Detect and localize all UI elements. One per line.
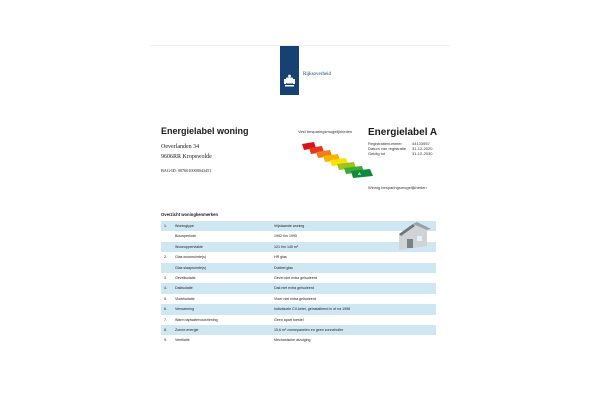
house-icon: [395, 220, 435, 252]
page-title: Energielabel woning: [161, 126, 249, 136]
table-row: [161, 325, 436, 335]
current-class-letter: A: [358, 171, 361, 176]
rijksoverheid-logo: [280, 46, 299, 95]
row-number: 2.: [164, 255, 167, 260]
reg-label-1: Registratienummer: [368, 141, 402, 146]
reg-label-3: Geldig tot: [368, 151, 386, 156]
row-number: 1.: [164, 224, 167, 228]
table-row: [161, 263, 436, 273]
table-row: [161, 315, 436, 325]
row-value: 121 t/m 140 m²: [274, 244, 299, 249]
energy-label-title: Energielabel A: [368, 127, 438, 138]
row-value: Vrijstaande woning: [274, 224, 305, 228]
row-value: Mechanische afzuiging: [274, 338, 311, 343]
row-label: Glas slaapruimte(s): [175, 265, 207, 270]
document-page: [150, 40, 450, 370]
energy-scale-arrows: [300, 138, 375, 180]
row-value: HR glas: [274, 255, 287, 260]
address-postcode-city: 9606RR Kropswolde: [161, 154, 212, 160]
section-title: Overzicht woningkenmerken: [161, 212, 219, 217]
table-row: [161, 283, 436, 293]
row-number: 4.: [164, 286, 167, 291]
reg-value-2: 31-12-2020: [412, 146, 433, 151]
bottom-caption: Weinig besparingsmogelijkheden: [368, 185, 427, 190]
row-label: Ventilatie: [175, 338, 190, 343]
row-value: Dak niet extra geïsoleerd: [274, 286, 314, 291]
row-label: Warm tapwatervoorziening: [175, 317, 218, 322]
logo-text: Rijksoverheid: [303, 72, 332, 77]
row-value: Vloer niet extra geïsoleerd: [274, 296, 316, 301]
top-divider: [150, 45, 450, 46]
top-caption: Veel besparingsmogelijkheden: [298, 129, 353, 134]
row-value: 1992 t/m 1995: [274, 234, 297, 239]
row-value: Dubbel glas: [274, 265, 293, 270]
table-row: [161, 304, 436, 314]
row-number: 3.: [164, 275, 167, 280]
row-label: Woonoppervlakte: [175, 244, 203, 249]
row-label: Verwarming: [175, 307, 194, 312]
row-label: Woningtype: [175, 224, 194, 228]
bag-id: BAG-ID: 0076010000043451: [161, 168, 212, 173]
row-label: Bouwperiode: [175, 234, 196, 239]
row-number: 8.: [164, 327, 167, 332]
row-value: 15,6 m² zonnepanelen en geen zonneboiler: [274, 327, 344, 332]
row-label: Zonne-energie: [175, 327, 199, 332]
reg-value-1: 44133957: [412, 141, 430, 146]
reg-label-2: Datum van registratie: [368, 146, 407, 151]
row-number: 9.: [164, 338, 167, 343]
row-number: 7.: [164, 317, 167, 322]
table-row: [161, 335, 436, 345]
row-label: Glas woonruimte(s): [175, 255, 207, 260]
row-value: Individuele CV-ketel, geïnstalleerd in of na 1998: [274, 307, 351, 312]
row-value: Gevel niet extra geïsoleerd: [274, 275, 317, 280]
energy-label-graphic: [290, 124, 455, 194]
row-label: Dakisolatie: [175, 286, 193, 291]
table-row: [161, 273, 436, 283]
scale-bars: [302, 142, 373, 178]
row-label: Vloerisolatie: [175, 296, 195, 301]
rijksoverheid-crest-icon: [283, 74, 296, 88]
address-street: Oeverlanden 34: [161, 144, 200, 150]
row-number: 5.: [164, 296, 167, 301]
row-value: Geen apart toestel: [274, 317, 304, 322]
reg-value-3: 31-12-2030: [412, 151, 433, 156]
row-number: 6.: [164, 307, 167, 312]
table-row: [161, 252, 436, 262]
row-label: Gevelisolatie: [175, 275, 196, 280]
table-row: [161, 294, 436, 304]
